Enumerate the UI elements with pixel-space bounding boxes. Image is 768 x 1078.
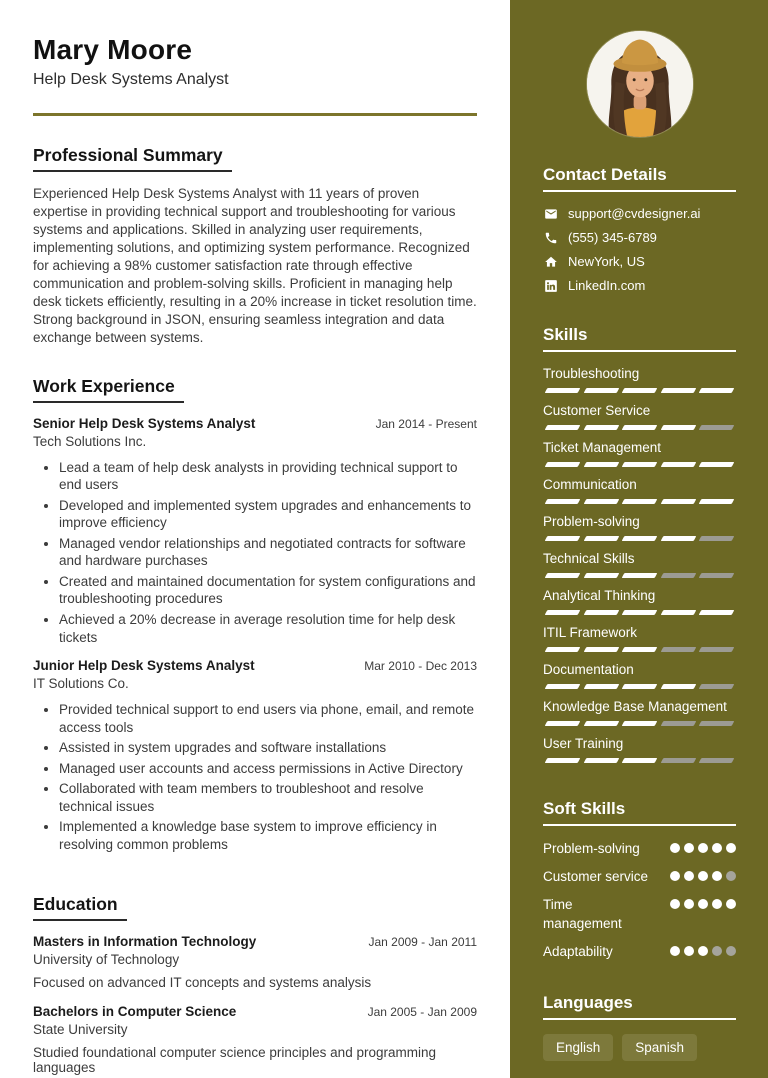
skill-row	[543, 588, 736, 615]
degree-detail: Focused on advanced IT concepts and systems analysis	[33, 975, 372, 991]
contact-row-phone	[543, 230, 736, 245]
soft-skill-row	[543, 896, 736, 932]
job-bullet-list	[33, 459, 477, 646]
skill-label: Ticket Management	[543, 440, 662, 455]
phone-icon	[543, 230, 558, 245]
skill-label: Communication	[543, 477, 637, 492]
contact-email: support@cvdesigner.ai	[568, 206, 701, 221]
job-bullet: • Provided technical support to end users via phone, email, and remote access tools	[59, 701, 477, 736]
skill-row	[543, 477, 736, 504]
language-pill: Spanish	[622, 1034, 697, 1061]
soft-skill-label: Adaptability	[543, 943, 613, 959]
profile-photo	[586, 30, 694, 138]
job-bullet: • Collaborated with team members to troubleshoot and resolve technical issues	[59, 780, 477, 815]
contact-section	[543, 165, 736, 302]
language-pill: English	[543, 1034, 613, 1061]
profile-photo-illustration	[587, 31, 693, 137]
soft-skills-section	[543, 799, 736, 971]
skill-row	[543, 736, 736, 763]
degree-dates: Jan 2009 - Jan 2011	[368, 935, 477, 950]
skill-label: Customer Service	[543, 403, 651, 418]
job-bullet: • Assisted in system upgrades and software installations	[59, 739, 477, 757]
skill-label: Documentation	[543, 662, 634, 677]
skills-heading: Skills	[543, 325, 736, 352]
skill-level-bar	[543, 462, 736, 467]
degree-detail: Studied foundational computer science principles and programming languages	[33, 1045, 436, 1076]
contact-row-location	[543, 254, 736, 269]
summary-text: Experienced Help Desk Systems Analyst with 11 years of proven expertise in providing technical support and troubleshooting for various systems and applications. Skilled in analyzing user requirements, implementing solutions, and optimizing system performance. Recognized for achieving a 98% customer satisfaction rate through effective communication and problem-solving skills. Proficient in managing help desk tickets efficiently, resulting in a 20% increase in ticket resolution time. Strong background in JSON, ensuring seamless integration and data exchange between systems.	[33, 186, 477, 345]
job-dates: Jan 2014 - Present	[375, 416, 477, 431]
skill-level-bar	[543, 647, 736, 652]
skill-label: ITIL Framework	[543, 625, 638, 640]
education-heading: Education	[33, 894, 127, 921]
job-bullet: • Developed and implemented system upgrades and enhancements to improve efficiency	[59, 497, 477, 532]
contact-location: NewYork, US	[568, 254, 645, 269]
skill-label: Analytical Thinking	[543, 588, 656, 603]
soft-skill-dot-rating	[670, 896, 736, 932]
skill-level-bar	[543, 573, 736, 578]
contact-linkedin: LinkedIn.com	[568, 278, 646, 293]
job-bullet: • Managed vendor relationships and negotiated contracts for software and hardware purchases	[59, 535, 477, 570]
skill-row	[543, 551, 736, 578]
soft-skill-label: Customer service	[543, 869, 649, 885]
soft-skill-label: Problem-solving	[543, 841, 640, 856]
job-title: Junior Help Desk Systems Analyst	[33, 658, 255, 674]
soft-skill-dot-rating	[670, 840, 736, 858]
skill-level-bar	[543, 610, 736, 615]
skill-level-bar	[543, 684, 736, 689]
school-name: University of Technology	[33, 952, 180, 968]
summary-heading: Professional Summary	[33, 145, 232, 172]
sidebar	[510, 0, 768, 1078]
job-bullet-list	[33, 701, 477, 853]
skill-row	[543, 403, 736, 430]
contact-row-linkedin[interactable]	[543, 278, 736, 293]
skill-row	[543, 662, 736, 689]
contact-heading: Contact Details	[543, 165, 736, 192]
job-bullet: • Managed user accounts and access permissions in Active Directory	[59, 760, 477, 778]
soft-skill-row	[543, 868, 736, 886]
email-icon	[543, 206, 558, 221]
skill-level-bar	[543, 425, 736, 430]
skill-label: Knowledge Base Management	[543, 699, 727, 714]
education-entry	[33, 1004, 477, 1075]
job-entry	[33, 658, 477, 853]
soft-skill-dot-rating	[670, 868, 736, 886]
languages-section	[543, 993, 736, 1061]
experience-heading: Work Experience	[33, 376, 184, 403]
job-bullet: • Created and maintained documentation for system configurations and troubleshooting procedures	[59, 573, 477, 608]
education-entry	[33, 934, 477, 990]
home-icon	[543, 254, 558, 269]
soft-skill-dot-rating	[670, 943, 736, 961]
skill-row	[543, 699, 736, 726]
contact-phone: (555) 345-6789	[568, 230, 657, 245]
soft-skill-label: Time management	[543, 897, 622, 931]
skills-section	[543, 325, 736, 773]
degree-dates: Jan 2005 - Jan 2009	[367, 1005, 477, 1020]
soft-skill-row	[543, 943, 736, 961]
job-company: IT Solutions Co.	[33, 676, 129, 692]
skill-level-bar	[543, 721, 736, 726]
candidate-title: Help Desk Systems Analyst	[33, 71, 229, 88]
contact-row-email[interactable]	[543, 206, 736, 221]
skill-row	[543, 440, 736, 467]
skill-level-bar	[543, 758, 736, 763]
soft-skill-row	[543, 840, 736, 858]
job-bullet: • Lead a team of help desk analysts in providing technical support to end users	[59, 459, 477, 494]
job-title: Senior Help Desk Systems Analyst	[33, 415, 256, 431]
job-bullet: • Implemented a knowledge base system to improve efficiency in resolving common problems	[59, 818, 477, 853]
skill-row	[543, 366, 736, 393]
linkedin-icon	[543, 278, 558, 293]
skill-row	[543, 514, 736, 541]
skill-level-bar	[543, 499, 736, 504]
languages-heading: Languages	[543, 993, 736, 1020]
soft-skills-heading: Soft Skills	[543, 799, 736, 826]
degree-name: Masters in Information Technology	[33, 934, 257, 950]
candidate-name: Mary Moore	[33, 34, 193, 65]
skill-label: Technical Skills	[543, 551, 635, 566]
degree-name: Bachelors in Computer Science	[33, 1004, 237, 1020]
skill-level-bar	[543, 536, 736, 541]
skill-label: Problem-solving	[543, 514, 640, 529]
skill-label: User Training	[543, 736, 624, 751]
skill-level-bar	[543, 388, 736, 393]
skill-row	[543, 625, 736, 652]
job-dates: Mar 2010 - Dec 2013	[364, 659, 477, 674]
job-entry	[33, 416, 477, 646]
skill-label: Troubleshooting	[543, 366, 640, 381]
job-company: Tech Solutions Inc.	[33, 433, 147, 449]
school-name: State University	[33, 1022, 128, 1038]
job-bullet: • Achieved a 20% decrease in average resolution time for help desk tickets	[59, 611, 477, 646]
